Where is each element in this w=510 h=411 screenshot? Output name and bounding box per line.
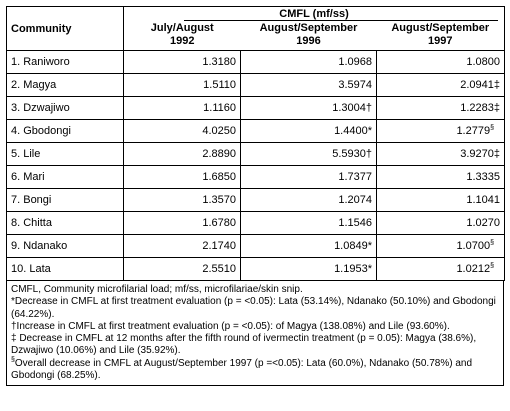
- cmfl-1997-cell: [377, 120, 505, 143]
- table-row: [7, 74, 505, 97]
- cmfl-1997-value: 1.2779: [456, 125, 491, 137]
- cmfl-1997-cell: [377, 189, 505, 212]
- col-header-1997-line2: 1997: [428, 35, 453, 47]
- cmfl-1996-cell: 1.0968: [241, 51, 377, 74]
- table-row: [7, 97, 505, 120]
- table-row: [7, 235, 505, 258]
- community-cell: 1. Raniworo: [7, 51, 124, 74]
- cmfl-1996-cell: 1.7377: [241, 166, 377, 189]
- community-header: Community: [7, 7, 124, 51]
- cmfl-1992-cell: 2.1740: [124, 235, 241, 258]
- community-cell: 8. Chitta: [7, 212, 124, 235]
- cmfl-1992-cell: 1.1160: [124, 97, 241, 120]
- footnote-star: *Decrease in CMFL at first treatment evaluation (p = <0.05): Lata (53.14%), Ndanako (50.10%) and Gbodongi (64.22%).: [11, 296, 496, 320]
- section-footnote-mark: §: [490, 239, 494, 247]
- cmfl-1992-cell: 2.8890: [124, 143, 241, 166]
- community-cell: 3. Dzwajiwo: [7, 97, 124, 120]
- cmfl-1997-value: 1.0270: [466, 217, 500, 229]
- cmfl-1996-cell: 1.0849*: [241, 235, 377, 258]
- cmfl-1992-cell: 4.0250: [124, 120, 241, 143]
- cmfl-header-label: CMFL (mf/ss): [279, 8, 349, 20]
- col-header-1996: [241, 21, 377, 51]
- cmfl-underline: [184, 20, 498, 21]
- cmfl-1997-cell: [377, 51, 505, 74]
- cmfl-1992-cell: 1.6850: [124, 166, 241, 189]
- cmfl-1997-value: 2.0941‡: [460, 79, 500, 91]
- table-row: [7, 120, 505, 143]
- table-row: [7, 143, 505, 166]
- community-cell: 10. Lata: [7, 258, 124, 281]
- cmfl-1997-value: 3.9270‡: [460, 148, 500, 160]
- cmfl-1997-value: 1.3335: [466, 171, 500, 183]
- cmfl-1992-cell: 1.3570: [124, 189, 241, 212]
- col-header-1992: [124, 21, 241, 51]
- community-cell: 9. Ndanako: [7, 235, 124, 258]
- cmfl-1992-cell: 2.5510: [124, 258, 241, 281]
- cmfl-1997-value: 1.0800: [466, 56, 500, 68]
- section-footnote-mark: §: [490, 124, 494, 132]
- cmfl-1996-cell: 1.2074: [241, 189, 377, 212]
- col-header-1996-line1: August/September: [259, 22, 358, 34]
- cmfl-1997-cell: [377, 235, 505, 258]
- cmfl-1996-cell: 1.4400*: [241, 120, 377, 143]
- cmfl-table: [6, 6, 505, 281]
- community-cell: 5. Lile: [7, 143, 124, 166]
- table-row: [7, 189, 505, 212]
- col-header-1992-line1: July/August: [150, 22, 214, 34]
- table-body: [7, 51, 505, 281]
- table-row: [7, 51, 505, 74]
- footnote-dagger: †Increase in CMFL at first treatment evaluation (p = <0.05): of Magya (138.08%) and Lile (93.60%).: [11, 320, 450, 332]
- community-cell: 2. Magya: [7, 74, 124, 97]
- cmfl-1997-value: 1.1041: [466, 194, 500, 206]
- cmfl-1997-cell: [377, 166, 505, 189]
- footnote-section-text: Overall decrease in CMFL at August/September 1997 (p =<0.05): Lata (60.0%), Ndanako (50.78%) and Gbodongi (68.25%).: [11, 357, 473, 382]
- cmfl-1992-cell: 1.5110: [124, 74, 241, 97]
- community-cell: 6. Mari: [7, 166, 124, 189]
- cmfl-1992-cell: 1.3180: [124, 51, 241, 74]
- cmfl-1996-cell: 1.3004†: [241, 97, 377, 120]
- cmfl-1997-cell: [377, 212, 505, 235]
- table-row: [7, 212, 505, 235]
- table-row: [7, 166, 505, 189]
- cmfl-1997-cell: [377, 143, 505, 166]
- footnote-section: [11, 358, 499, 383]
- footnote-ddagger: ‡ Decrease in CMFL at 12 months after the fifth round of ivermectin treatment (p = 0.05): Magya (38.6%), Dzwajiwo (10.06%) and Lile (35.92%).: [11, 333, 477, 357]
- col-header-1997-line1: August/September: [391, 22, 490, 34]
- cmfl-1997-cell: [377, 74, 505, 97]
- table-container: [6, 6, 504, 386]
- cmfl-1997-value: 1.0700: [456, 240, 491, 252]
- footnote-section-mark: §: [11, 356, 15, 364]
- table-row: [7, 258, 505, 281]
- cmfl-1997-value: 1.0212: [456, 263, 491, 275]
- community-cell: 4. Gbodongi: [7, 120, 124, 143]
- cmfl-1997-cell: [377, 97, 505, 120]
- col-header-1997: [377, 21, 505, 51]
- cmfl-1996-cell: 1.1546: [241, 212, 377, 235]
- cmfl-1997-cell: [377, 258, 505, 281]
- community-cell: 7. Bongi: [7, 189, 124, 212]
- cmfl-1996-cell: 3.5974: [241, 74, 377, 97]
- cmfl-1997-value: 1.2283‡: [460, 102, 500, 114]
- col-header-1996-line2: 1996: [296, 35, 321, 47]
- cmfl-1992-cell: 1.6780: [124, 212, 241, 235]
- col-header-1992-line2: 1992: [170, 35, 195, 47]
- section-footnote-mark: §: [490, 262, 494, 270]
- cmfl-1996-cell: 5.5930†: [241, 143, 377, 166]
- cmfl-header: [124, 7, 505, 22]
- footnotes: [6, 281, 504, 386]
- footnote-abbrev: CMFL, Community microfilarial load; mf/ss, microfilariae/skin snip.: [11, 284, 303, 295]
- cmfl-1996-cell: 1.1953*: [241, 258, 377, 281]
